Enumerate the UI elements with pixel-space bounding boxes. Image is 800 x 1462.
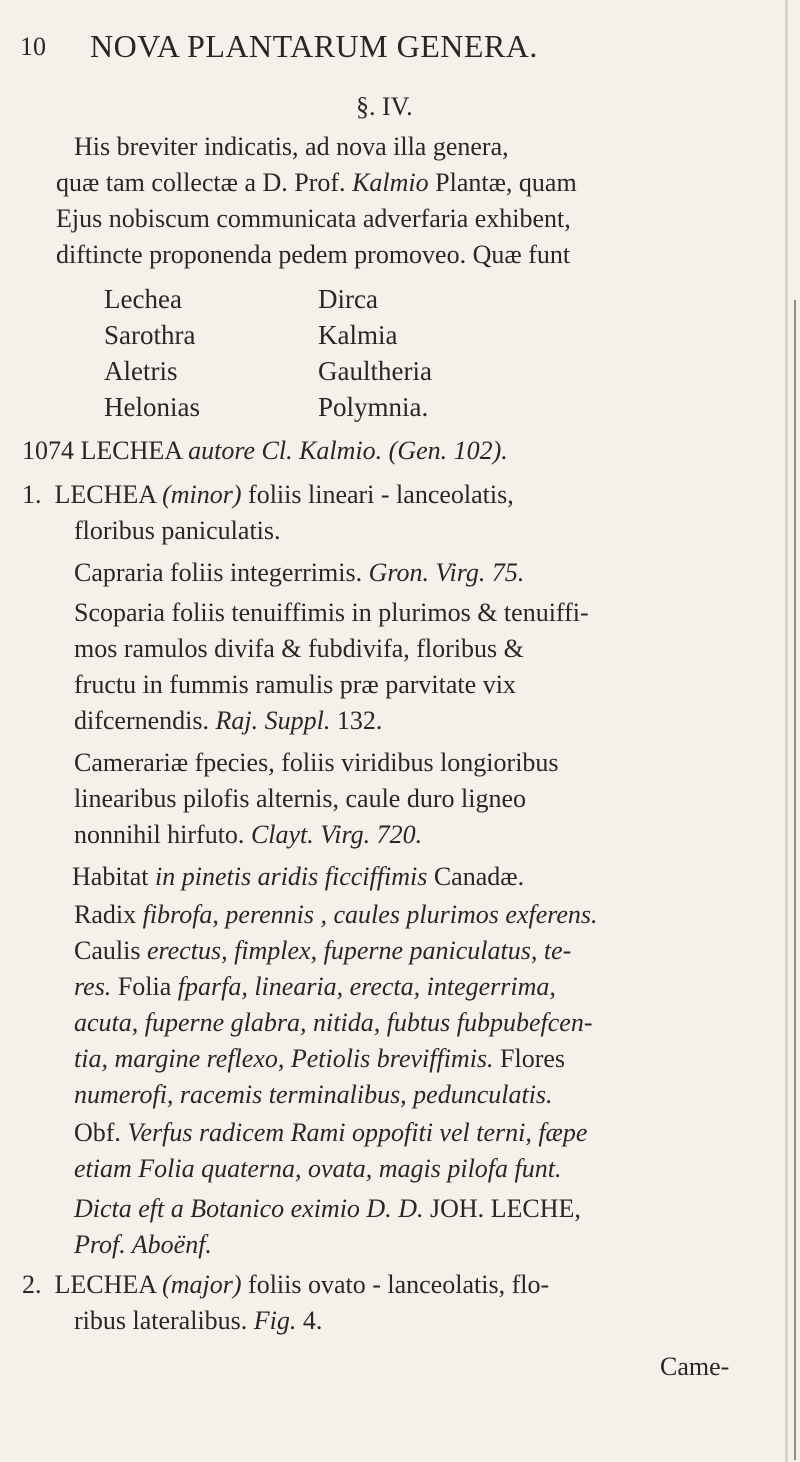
description-line: Caulis erectus, fimplex, fuperne paniculatus, te- [74, 936, 572, 965]
observation-line: Obf. Verfus radicem Rami oppofiti vel terni, fæpe [74, 1118, 588, 1147]
genus-item: Dirca [318, 284, 378, 314]
description-line: Radix fibrofa, perennis , caules plurimos exferens. [74, 900, 598, 929]
synonym-line: fructu in fummis ramulis præ parvitate vix [74, 670, 516, 699]
description-line: tia, margine reflexo, Petiolis breviffimis. Flores [74, 1044, 566, 1073]
synonym-line: nonnihil hirfuto. Clayt. Virg. 720. [74, 820, 423, 849]
page-edge [785, 0, 788, 1462]
section-heading: §. IV. [356, 92, 413, 121]
synonym-line: Camerariæ fpecies, foliis viridibus longioribus [74, 748, 559, 777]
genus-item: Polymnia. [318, 392, 429, 422]
page-edge-shadow [794, 300, 796, 1460]
genus-item: Lechea [104, 284, 182, 314]
description-line: acuta, fuperne glabra, nitida, fubtus fubpubefcen- [74, 1008, 593, 1037]
synonym-line: Scoparia foliis tenuiffimis in plurimos & tenuiffi- [74, 598, 589, 627]
species-line: 2. LECHEA (major) foliis ovato - lanceolatis, flo- [22, 1270, 550, 1299]
running-title: NOVA PLANTARUM GENERA. [90, 28, 538, 64]
intro-line: His breviter indicatis, ad nova illa genera, [74, 132, 509, 161]
synonym-line: linearibus pilofis alternis, caule duro ligneo [74, 784, 526, 813]
observation-line: Dicta eft a Botanico eximio D. D. JOH. LECHE, [74, 1194, 581, 1223]
genus-item: Gaultheria [318, 356, 432, 386]
description-line: res. Folia fparfa, linearia, erecta, integerrima, [74, 972, 556, 1001]
genus-item: Kalmia [318, 320, 398, 350]
species-line: 1. LECHEA (minor) foliis lineari - lanceolatis, [22, 480, 514, 509]
intro-line: diftincte proponenda pedem promoveo. Quæ funt [56, 240, 571, 269]
species-line: ribus lateralibus. Fig. 4. [74, 1306, 323, 1335]
genus-item: Sarothra [104, 320, 196, 350]
description-line: numerofi, racemis terminalibus, pedunculatis. [74, 1080, 553, 1109]
species-line: floribus paniculatis. [74, 516, 281, 545]
habitat-line: Habitat in pinetis aridis ficciffimis Canadæ. [72, 862, 525, 891]
catchword: Came- [660, 1352, 730, 1381]
intro-line: quæ tam collectæ a D. Prof. Kalmio Plantæ, quam [56, 168, 577, 197]
page-number: 10 [20, 32, 46, 61]
observation-line: etiam Folia quaterna, ovata, magis pilofa funt. [74, 1154, 562, 1183]
observation-line: Prof. Aboënf. [74, 1230, 212, 1259]
entry-heading: 1074 LECHEA autore Cl. Kalmio. (Gen. 102). [22, 436, 508, 465]
genus-item: Helonias [104, 392, 200, 422]
synonym-line: Capraria foliis integerrimis. Gron. Virg. 75. [74, 558, 525, 587]
synonym-line: mos ramulos divifa & fubdivifa, floribus & [74, 634, 524, 663]
intro-line: Ejus nobiscum communicata adverfaria exhibent, [56, 204, 571, 233]
genus-item: Aletris [104, 356, 178, 386]
synonym-line: difcernendis. Raj. Suppl. 132. [74, 706, 383, 735]
